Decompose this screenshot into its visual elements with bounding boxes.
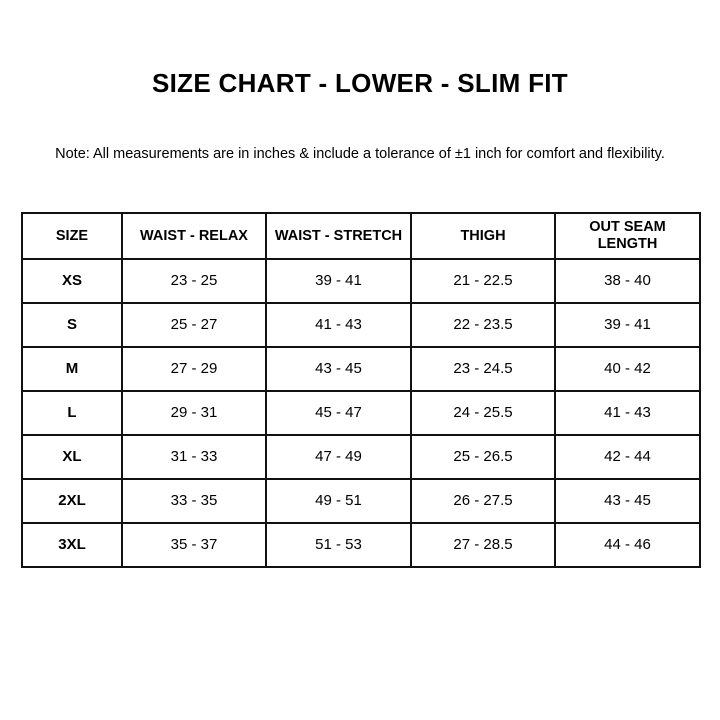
thigh-cell: 23 - 24.5 — [411, 347, 555, 391]
waist-stretch-cell: 45 - 47 — [266, 391, 411, 435]
table-row — [22, 259, 700, 303]
waist-relax-cell: 23 - 25 — [122, 259, 266, 303]
size-cell: L — [22, 391, 122, 435]
thigh-cell: 21 - 22.5 — [411, 259, 555, 303]
size-cell: M — [22, 347, 122, 391]
header-thigh: THIGH — [411, 213, 555, 259]
thigh-cell: 26 - 27.5 — [411, 479, 555, 523]
header-row — [22, 213, 700, 259]
waist-stretch-cell: 41 - 43 — [266, 303, 411, 347]
out-seam-length-cell: 43 - 45 — [555, 479, 700, 523]
header-out-seam-length: OUT SEAM LENGTH — [555, 213, 700, 259]
waist-stretch-cell: 43 - 45 — [266, 347, 411, 391]
waist-relax-cell: 29 - 31 — [122, 391, 266, 435]
waist-relax-cell: 31 - 33 — [122, 435, 266, 479]
page-title: SIZE CHART - LOWER - SLIM FIT — [152, 68, 568, 98]
out-seam-length-cell: 41 - 43 — [555, 391, 700, 435]
waist-relax-cell: 27 - 29 — [122, 347, 266, 391]
size-chart-table — [21, 212, 701, 568]
table-row — [22, 435, 700, 479]
size-cell: 2XL — [22, 479, 122, 523]
thigh-cell: 25 - 26.5 — [411, 435, 555, 479]
size-cell: S — [22, 303, 122, 347]
waist-relax-cell: 25 - 27 — [122, 303, 266, 347]
waist-relax-cell: 35 - 37 — [122, 523, 266, 567]
size-cell: XL — [22, 435, 122, 479]
header-waist-relax: WAIST - RELAX — [122, 213, 266, 259]
thigh-cell: 24 - 25.5 — [411, 391, 555, 435]
table-row — [22, 523, 700, 567]
table-row — [22, 479, 700, 523]
waist-relax-cell: 33 - 35 — [122, 479, 266, 523]
measurement-note: Note: All measurements are in inches & include a tolerance of ±1 inch for comfort and flexibility. — [55, 146, 665, 162]
waist-stretch-cell: 49 - 51 — [266, 479, 411, 523]
waist-stretch-cell: 39 - 41 — [266, 259, 411, 303]
thigh-cell: 22 - 23.5 — [411, 303, 555, 347]
size-cell: XS — [22, 259, 122, 303]
out-seam-length-cell: 39 - 41 — [555, 303, 700, 347]
table-body — [22, 259, 700, 567]
size-cell: 3XL — [22, 523, 122, 567]
out-seam-length-cell: 40 - 42 — [555, 347, 700, 391]
header-waist-stretch: WAIST - STRETCH — [266, 213, 411, 259]
waist-stretch-cell: 47 - 49 — [266, 435, 411, 479]
thigh-cell: 27 - 28.5 — [411, 523, 555, 567]
header-size: SIZE — [22, 213, 122, 259]
table-header — [22, 213, 700, 259]
out-seam-length-cell: 38 - 40 — [555, 259, 700, 303]
table-row — [22, 347, 700, 391]
out-seam-length-cell: 44 - 46 — [555, 523, 700, 567]
waist-stretch-cell: 51 - 53 — [266, 523, 411, 567]
table-row — [22, 303, 700, 347]
out-seam-length-cell: 42 - 44 — [555, 435, 700, 479]
table-row — [22, 391, 700, 435]
